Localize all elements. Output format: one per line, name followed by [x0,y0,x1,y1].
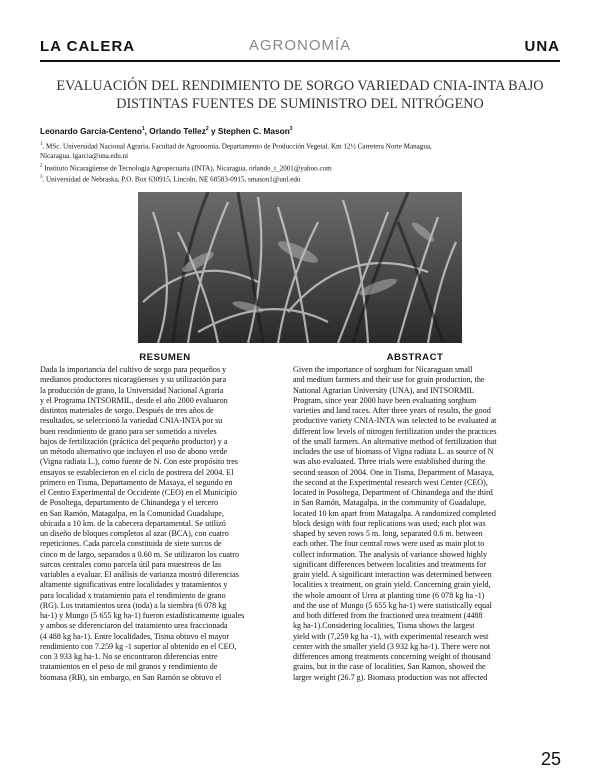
author-list: Leonardo García-Centeno$^1$, Orlando Tellez$^2$ y Stephen C. Mason$^3$ [40,126,293,136]
resumen-line: buen rendimiento de grano para ser sometido a niveles [40,426,217,436]
abstract-line: grains, but in the case of localities, San Ramon, showed the [293,662,486,672]
resumen-line: ubicada a 10 km. de la cabecera departamental. Se utilizó [40,518,226,528]
resumen-line: con 3 933 kg ha-1. No se encontraron diferencias entre [40,652,218,661]
affiliation-3: $^3$. Universidad de Nebraska, P.O. Box 630915, Lincoln, NE 68583-0915, smason1@unl.edu [40,175,301,184]
abstract-line: of the small farmers. An alternative method of fertilization that [293,436,497,446]
resumen-line: rendimiento con 7.259 kg -1 superior al obtenido en el CEO, [40,641,237,651]
author-2: Orlando Tellez [149,126,206,136]
resumen-line: ensayos se establecieron en el ciclo de postrera del 2004. El [40,467,234,477]
resumen-line: (Vigna radiata L.), como fuente de N. Con este propósito tres [40,457,238,467]
abstract-line: center with the smaller yield (3 932 kg ha-1). There were not [293,641,491,651]
resumen-line: resultados, se seleccionó la variedad CNIA-INTA por su [40,416,223,426]
abstract-line: Program, since year 2000 have been evaluating sorghum [293,395,477,405]
author-3: Stephen C. Mason [217,126,290,136]
author-2-sup: 2 [205,126,209,133]
header-rule [40,60,560,62]
resumen-line: primero en Tisma, Departamento de Masaya, el segundo en [40,477,233,487]
resumen-line: un método alternativo que incluyen el uso de abono verde [40,447,228,456]
resumen-line: ha-1) y Mungo (5 655 kg ha-1) fueron estadísticamente iguales [40,611,245,620]
resumen-line: altamente significativas entre localidades y tratamientos y [40,580,228,590]
abstract-line: in San Ramón, Matagalpa, in the community of Guadalupe, [293,498,487,508]
abstract-line: and the use of Mungo (5 655 kg ha-1) were statistically equal [293,600,492,610]
author-3-sup: 3 [289,126,293,133]
abstract-line: the whole amount of Urea at planting time (6 078 kg ha -1) [293,590,485,600]
resumen-line: bajos de fertilización (práctica del pequeño productor) y a [40,436,228,446]
title-line-2: DISTINTAS FUENTES DE SUMINISTRO DEL NITRÓGENO [116,96,484,112]
abstract-column [293,365,529,683]
running-header [40,38,560,58]
abstract-line: grain yield. A significant interaction was determined between [293,570,492,579]
abstract-line: includes the use of biomass of Vigna radiata L. as source of N [293,447,494,456]
resumen-line: el Centro Experimental de Occidente (CEO) en el Municipio [40,488,237,497]
resumen-line: (4 488 kg ha-1). Entre localidades, Tisma obtuvo el mayor [40,631,230,641]
affiliation-1: $^1$. MSc. Universidad Nacional Agraria, Facultad de Agronomía, Departamento de Producción Vegetal. Km 12½ Carretera Norte Managua, [40,142,432,151]
abstract-line: located 10 km apart from Matagalpa. A randomized completed [293,508,496,518]
abstract-heading: ABSTRACT [386,352,444,363]
abstract-line: second season of 2004. One in Tisma, Department of Masaya, [293,467,494,477]
abstract-line: Given the importance of sorghum for Nicaraguan small [293,365,473,374]
sorghum-field-photo [138,192,462,343]
resumen-line: y el Programa INTSORMIL, desde el año 2000 evaluaron [40,395,228,405]
resumen-line: en San Ramón, Matagalpa, en la Comunidad Guadalupe, [40,508,224,518]
abstract-line: each other. The four central rows were used as main plot to [293,539,485,549]
institution-name: UNA [524,38,560,55]
abstract-line: was also evaluated. Three trials were established during the [293,457,486,467]
abstract-line: located in Posoltega, Department of Chinandega and the third [293,488,493,497]
abstract-line: yield with (7,259 kg ha -1), with experimental research west [293,631,489,641]
resumen-line: distintos materiales de sorgo. Después de tres años de [40,406,214,415]
resumen-line: y ambos se diferenciaron del tratamiento urea fraccionada [40,621,228,631]
abstract-line: varieties and land races. After three years of results, the good [293,406,491,415]
resumen-line: para localidad x tratamiento para el rendimiento de grano [40,590,226,600]
resumen-line: de Posoltega, departamento de Chinandega y el tercero [40,498,218,508]
abstract-line: productive variety CNIA-INTA was selected to be evaluated at [293,416,497,426]
abstract-line: block design with four replications was used; each plot was [293,518,486,528]
resumen-line: biomasa (RB), sin embargo, en San Ramón se obtuvo el [40,672,222,682]
resumen-line: cinco m de largo, separados a 0.60 m. Se utilizaron los cuatro [40,549,239,559]
resumen-line: Dada la importancia del cultivo de sorgo para pequeños y [40,365,227,374]
abstract-line: localities x treatment, on grain yield. Concerning grain yield, [293,580,491,590]
section-name: AGRONOMÍA [248,37,352,54]
abstract-line: larger weight (26.7 g). Biomass production was not affected [293,672,488,682]
abstract-line: and both differed from the fractioned urea treatment (4488 [293,611,483,620]
page-number: 25 [541,749,562,769]
abstract-line: the second at the Experimental research west Center (CEO), [293,477,488,487]
abstract-line: differences among treatments concerning weight of thousand [293,652,491,661]
author-1: Leonardo García-Centeno [40,126,142,136]
abstract-line: significant differences between localities and treatments for [293,559,487,569]
resumen-line: tratamientos en el peso de mil granos y rendimiento de [40,662,218,672]
affiliation-2: $^2$ Instituto Nicaragüense de Tecnología Agropecuaria (INTA), Nicaragua, orlando_t_2001@yahoo.com [40,164,332,173]
title-line-1: EVALUACIÓN DEL RENDIMIENTO DE SORGO VARIEDAD CNIA-INTA BAJO [56,78,544,94]
resumen-line: (RG). Los tratamientos urea (toda) a la siembra (6 078 kg [40,600,227,610]
resumen-line: repeticiones. Cada parcela constituida de siete surcos de [40,539,222,549]
resumen-line: variables a evaluar. El análisis de varianza mostró diferencias [40,570,239,579]
resumen-line: un diseño de bloques completos al azar (BCA), con cuatro [40,529,229,538]
journal-name: LA CALERA [40,38,136,55]
abstract-line: shaped by seven rows 5 m. long, separated 0.6 m. between [293,529,483,538]
article-title [40,77,560,113]
resumen-line: la producción de grano, la Universidad Nacional Agraria [40,385,224,395]
resumen-line: medianos productores nicaragüenses y su utilización para [40,375,227,385]
abstract-line: collect information. The analysis of variance showed highly [293,549,488,559]
abstract-line: different low levels of nitrogen fertilization under the practices [293,426,497,436]
resumen-column [40,365,286,683]
resumen-line: surcos centrales como parcela útil para muestreos de las [40,559,222,569]
abstract-line: kg ha-1).Considering localities, Tisma shows the largest [293,621,475,631]
affiliation-1-cont: Nicaragua. lgarcia@una.edu.ni [40,152,129,160]
abstract-line: National Agrarian University (UNA), and INTSORMIL [293,385,475,395]
author-1-sup: 1 [141,126,145,133]
abstract-line: and medium farmers and their use for grain production, the [293,375,485,385]
resumen-heading: RESUMEN [139,352,191,363]
